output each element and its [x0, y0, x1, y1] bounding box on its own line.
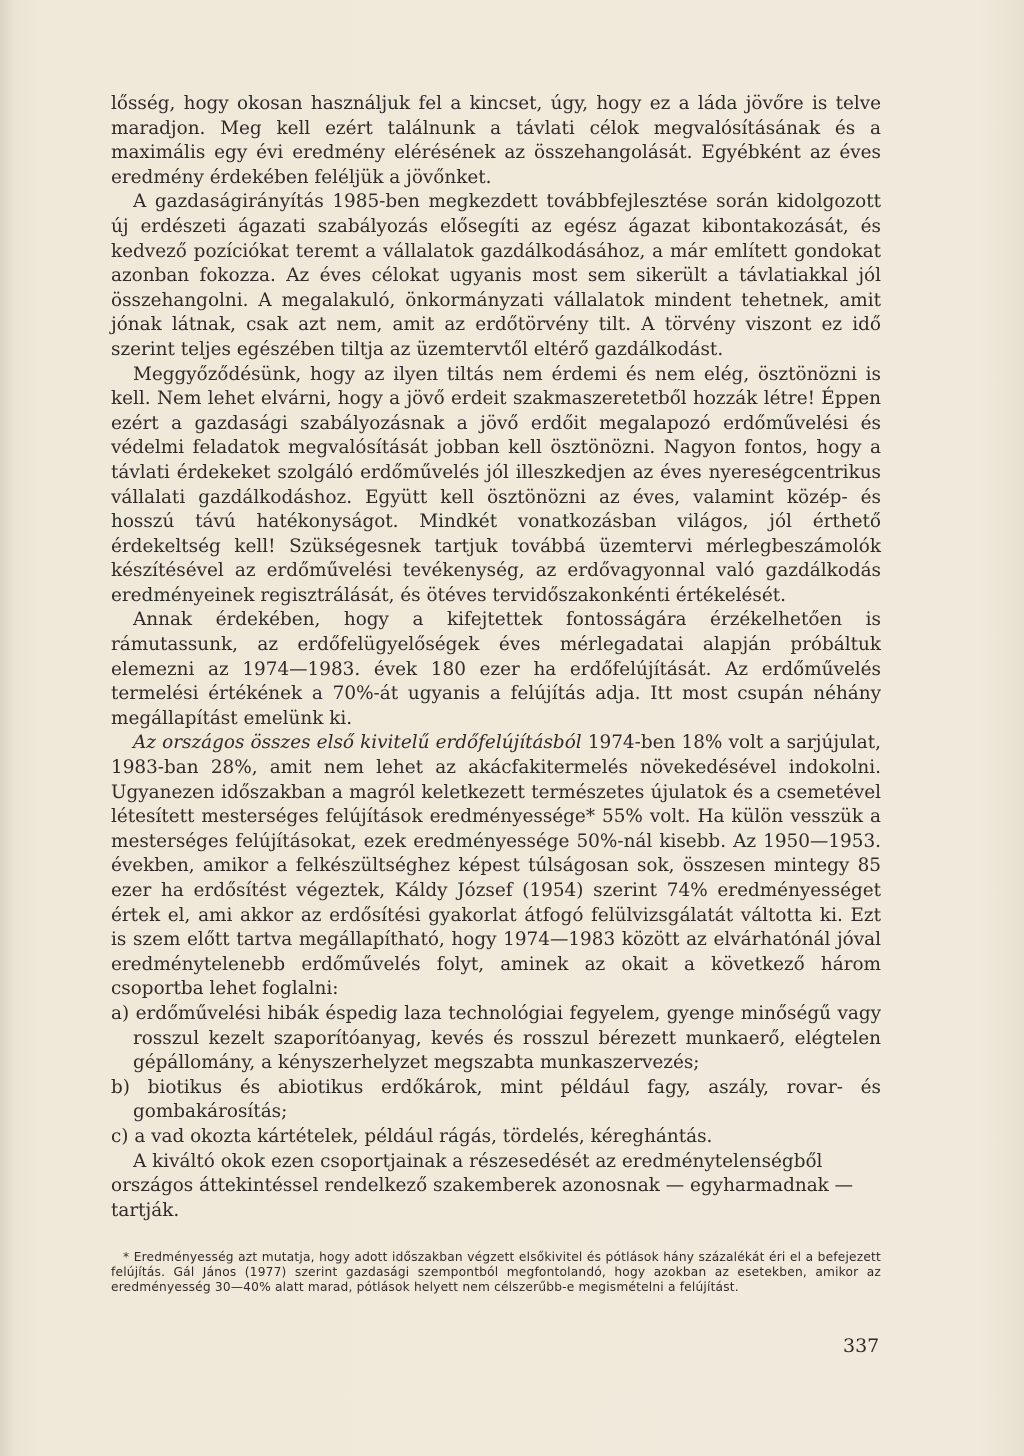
- list-item: c) a vad okozta kártételek, például rágás, tördelés, kéreghántás.: [111, 1125, 713, 1147]
- paragraph-text: 1974-ben 18% volt a sarjújulat, 1983-ban 28%, amit nem lehet az akácfakitermelés növekedésével indokolni. Ugyanezen időszakban a magról keletkezett természetes újulatok és a csemetével létesített mesterséges felújítások eredményessége* 55% volt. Ha külön vesszük a mesterséges felújításokat, ezek eredményessége 50%-nál kisebb. Az 1950—1953. években, amikor a felkészültséghez képest túlságosan sok, összesen mintegy 85 ezer ha erdősítést végeztek, Káldy József (1954) szerint 74% eredményességet értek el, ami akkor az erdősítési gyakorlat átfogó felülvizsgálatát váltotta ki. Ezt is szem előtt tartva megállapítható, hogy 1974—1983 között az elvárhatónál jóval eredménytelenebb erdőművelés folyt, aminek az okait a következő három csoportba lehet foglalni:: [111, 732, 881, 1000]
- body-text: [111, 92, 881, 1223]
- list-item: b) biotikus és abiotikus erdőkárok, mint például fagy, aszály, rovar- és gombakárosítás;: [111, 1076, 881, 1123]
- paragraph: A gazdaságirányítás 1985-ben megkezdett továbbfejlesztése során kidolgozott új erdészeti ágazati szabályozás elősegíti az egész ágazat kibontakozását, és kedvező pozíciókat teremt a vállalatok gazdálkodásához, a már említett gondokat azonban fokozza. Az éves célokat ugyanis most sem sikerült a távlatiakkal jól összehangolni. A megalakuló, önkormányzati vállalatok mindent tehetnek, amit jónak látnak, csak azt nem, amit az erdőtörvény tilt. A törvény viszont ez idő szerint teljes egészében tiltja az üzemtervtől eltérő gazdálkodást.: [111, 191, 881, 360]
- footnote-text: * Eredményesség azt mutatja, hogy adott időszakban végzett elsőkivitel és pótlások hány százalékát éri el a befejezett felújítás. Gál János (1977) szerint gazdasági szempontból megfontolandó, hogy azokban az esetekben, amikor az eredményesség 30—40% alatt marad, pótlások helyett nem célszerűbb-e megismételni a felújítást.: [111, 1250, 881, 1295]
- paragraph: Annak érdekében, hogy a kifejtettek fontosságára érzékelhetően is rámutassunk, az erdőfelügyelőségek éves mérlegadatai alapján próbáltuk elemezni az 1974—1983. évek 180 ezer ha erdőfelújítását. Az erdőművelés termelési értékének a 70%-át ugyanis a felújítás adja. Itt most csupán néhány megállapítást emelünk ki.: [111, 609, 881, 729]
- paragraph: Meggyőződésünk, hogy az ilyen tiltás nem érdemi és nem elég, ösztönözni is kell. Nem lehet elvárni, hogy a jövő erdeit szakmaszeretetből hozzák létre! Éppen ezért a gazdasági szabályozásnak a jövő erdőit megalapozó erdőművelési és védelmi feladatok megvalósítását jobban kell ösztönözni. Nagyon fontos, hogy a távlati érdekeket szolgáló erdőművelés jól illeszkedjen az éves nyereségcentrikus vállalati gazdálkodáshoz. Együtt kell ösztönözni az éves, valamint közép- és hosszú távú hatékonyságot. Mindkét vonatkozásban világos, jól érthető érdekeltség kell! Szükségesnek tartjuk továbbá üzemtervi mérlegbeszámolók készítésével az erdőművelési tevékenység, az erdővagyonnal való gazdálkodás eredményeinek regisztrálását, és ötéves tervidőszakonkénti értékelését.: [111, 363, 881, 606]
- list-item: a) erdőművelési hibák éspedig laza technológiai fegyelem, gyenge minőségű vagy rosszul kezelt szaporítóanyag, kevés és rosszul bérezett munkaerő, elégtelen gépállomány, a kényszerhelyzet megszabta munkaszervezés;: [111, 1002, 881, 1074]
- paragraph: lősség, hogy okosan használjuk fel a kincset, úgy, hogy ez a láda jövőre is telve maradjon. Meg kell ezért találnunk a távlati célok megvalósításának és a maximális egy évi eredmény elérésének az összehangolását. Egyébként az éves eredmény érdekében feléljük a jövőnket.: [111, 93, 881, 188]
- footnote: [111, 1250, 881, 1296]
- page-number: 337: [843, 1335, 880, 1357]
- emphasis: Az országos összes első kivitelű erdőfelújításból: [133, 732, 582, 754]
- paragraph: [111, 731, 881, 1002]
- paragraph: A kiváltó okok ezen csoportjainak a részesedését az eredménytelenségből országos áttekintéssel rendelkező szakemberek azonosnak — egyharmadnak — tartják.: [111, 1150, 854, 1221]
